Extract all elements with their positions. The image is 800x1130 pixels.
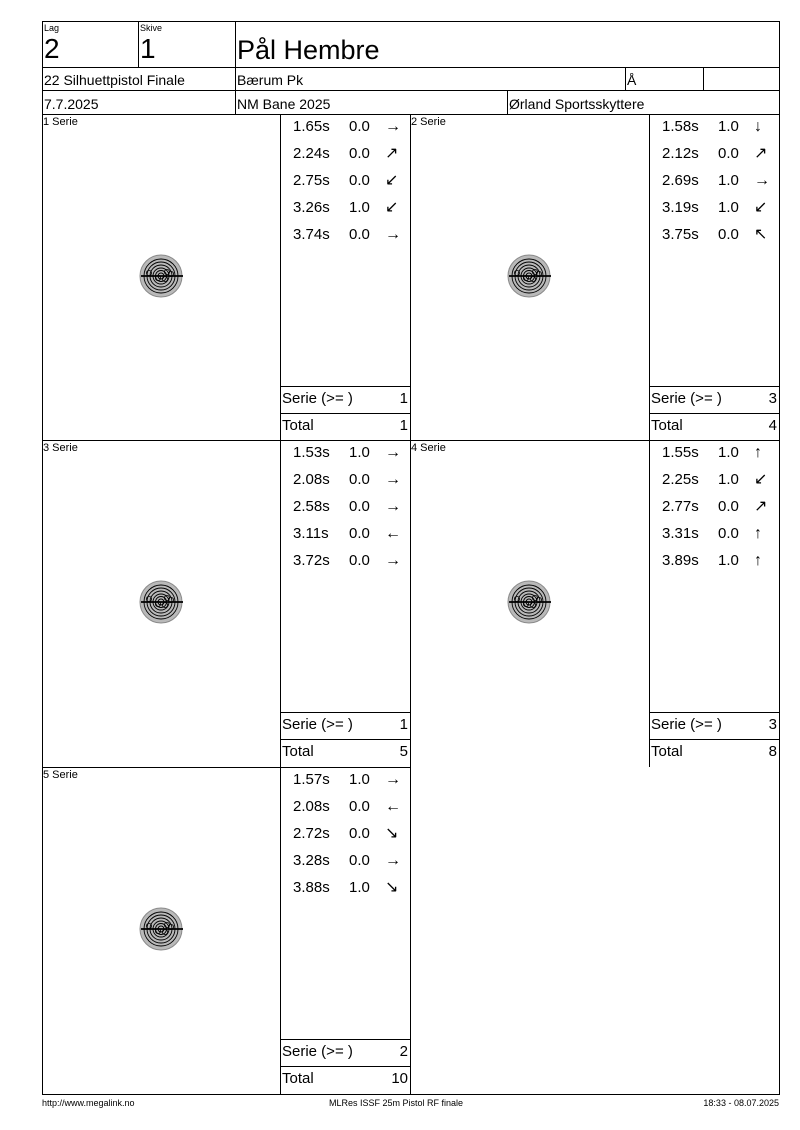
shot-time: 1.55s: [662, 444, 699, 461]
shot-score: 0.0: [718, 525, 739, 542]
shot-time: 3.88s: [293, 879, 330, 896]
competition-name: NM Bane 2025: [237, 96, 331, 112]
total-row-line: [280, 1066, 411, 1067]
list-divider: [649, 440, 650, 767]
shot-time: 1.53s: [293, 444, 330, 461]
shot-direction-arrow-icon: →: [385, 226, 401, 243]
shot-score: 0.0: [349, 552, 370, 569]
shot-direction-arrow-icon: ↑: [754, 525, 762, 542]
series-label: 1 Serie: [43, 116, 78, 128]
shot-time: 3.28s: [293, 852, 330, 869]
serie-sum-value: 3: [768, 390, 777, 407]
shot-time: 2.08s: [293, 798, 330, 815]
shot-score: 0.0: [349, 825, 370, 842]
running-total-value: 4: [768, 417, 777, 434]
lag-value: 2: [44, 33, 60, 64]
list-divider: [280, 767, 281, 1094]
serie-sum-label: Serie (>= ): [282, 390, 353, 407]
competition-date: 7.7.2025: [44, 96, 99, 112]
shot-direction-arrow-icon: →: [385, 498, 401, 515]
list-divider: [649, 114, 650, 441]
serie-sum-value: 1: [399, 390, 408, 407]
grid-line: [42, 114, 411, 115]
running-total-label: Total: [282, 417, 314, 434]
shot-score: 0.0: [349, 226, 370, 243]
shot-direction-arrow-icon: ↑: [754, 444, 762, 461]
grid-line: [410, 440, 780, 441]
sum-row-line: [280, 386, 411, 387]
serie-sum-value: 3: [768, 716, 777, 733]
target-icon: [499, 246, 559, 306]
shot-direction-arrow-icon: →: [385, 552, 401, 569]
serie-sum-value: 1: [399, 716, 408, 733]
shot-score: 0.0: [718, 145, 739, 162]
target-icon: [131, 899, 191, 959]
running-total-label: Total: [651, 417, 683, 434]
lag-label: Lag: [44, 23, 60, 33]
shot-direction-arrow-icon: →: [385, 444, 401, 461]
shot-time: 2.08s: [293, 471, 330, 488]
shot-direction-arrow-icon: ↖: [754, 226, 768, 243]
serie-sum-label: Serie (>= ): [282, 716, 353, 733]
shot-direction-arrow-icon: ←: [385, 798, 401, 815]
target-icon: [131, 246, 191, 306]
target-icon: [499, 572, 559, 632]
shot-direction-arrow-icon: →: [385, 118, 401, 135]
shot-score: 0.0: [349, 852, 370, 869]
list-divider: [280, 114, 281, 441]
grid-line: [42, 440, 411, 441]
shot-time: 2.72s: [293, 825, 330, 842]
shot-score: 0.0: [349, 145, 370, 162]
shot-score: 1.0: [718, 172, 739, 189]
shot-direction-arrow-icon: ↗: [385, 145, 399, 162]
series-label: 2 Serie: [411, 116, 446, 128]
series-label: 4 Serie: [411, 442, 446, 454]
shot-time: 3.74s: [293, 226, 330, 243]
shot-direction-arrow-icon: ↓: [754, 118, 762, 135]
running-total-value: 1: [399, 417, 408, 434]
event-name: 22 Silhuettpistol Finale: [44, 72, 185, 88]
shot-time: 3.26s: [293, 199, 330, 216]
series-label: 5 Serie: [43, 769, 78, 781]
footer-url[interactable]: http://www.megalink.no: [42, 1098, 135, 1108]
shot-direction-arrow-icon: ↙: [754, 199, 768, 216]
shot-time: 3.31s: [662, 525, 699, 542]
running-total-value: 10: [391, 1070, 408, 1087]
skive-value: 1: [140, 33, 156, 64]
page-bottom-border: [42, 1094, 780, 1095]
shot-time: 3.89s: [662, 552, 699, 569]
shot-time: 2.77s: [662, 498, 699, 515]
shot-score: 0.0: [349, 118, 370, 135]
shot-time: 2.25s: [662, 471, 699, 488]
shot-time: 2.12s: [662, 145, 699, 162]
panel-border: [779, 440, 780, 767]
organizer-name: Ørland Sportsskyttere: [509, 96, 645, 112]
shot-score: 0.0: [718, 498, 739, 515]
shooter-class: Å: [627, 72, 637, 88]
shot-time: 1.65s: [293, 118, 330, 135]
shot-time: 2.58s: [293, 498, 330, 515]
shot-direction-arrow-icon: ↑: [754, 552, 762, 569]
sum-row-line: [280, 712, 411, 713]
total-row-line: [649, 739, 780, 740]
shot-score: 0.0: [349, 498, 370, 515]
shot-score: 0.0: [349, 471, 370, 488]
running-total-value: 5: [399, 743, 408, 760]
shot-direction-arrow-icon: ↗: [754, 498, 768, 515]
running-total-label: Total: [282, 1070, 314, 1087]
panel-border: [410, 767, 411, 1094]
grid-line: [42, 767, 411, 768]
panel-border: [410, 440, 411, 767]
target-icon: [131, 572, 191, 632]
shot-time: 3.72s: [293, 552, 330, 569]
shot-score: 1.0: [718, 444, 739, 461]
shot-direction-arrow-icon: →: [385, 852, 401, 869]
shot-score: 1.0: [349, 879, 370, 896]
shot-time: 3.11s: [293, 525, 329, 542]
shot-score: 0.0: [718, 226, 739, 243]
running-total-label: Total: [282, 743, 314, 760]
grid-line: [410, 114, 780, 115]
serie-sum-value: 2: [399, 1043, 408, 1060]
shot-score: 1.0: [718, 471, 739, 488]
shot-time: 1.57s: [293, 771, 330, 788]
shot-direction-arrow-icon: ↘: [385, 879, 399, 896]
shot-score: 1.0: [718, 199, 739, 216]
running-total-value: 8: [768, 743, 777, 760]
serie-sum-label: Serie (>= ): [282, 1043, 353, 1060]
shot-direction-arrow-icon: ↙: [754, 471, 768, 488]
footer-software: MLRes ISSF 25m Pistol RF finale: [329, 1098, 464, 1108]
panel-border: [410, 114, 411, 441]
shot-score: 0.0: [349, 172, 370, 189]
shot-score: 1.0: [718, 118, 739, 135]
shot-score: 1.0: [349, 199, 370, 216]
footer-timestamp: 18:33 - 08.07.2025: [703, 1098, 779, 1108]
total-row-line: [649, 413, 780, 414]
shot-time: 2.24s: [293, 145, 330, 162]
total-row-line: [280, 413, 411, 414]
list-divider: [280, 440, 281, 767]
shot-direction-arrow-icon: →: [385, 771, 401, 788]
shot-score: 1.0: [349, 771, 370, 788]
sum-row-line: [280, 1039, 411, 1040]
shot-direction-arrow-icon: ↙: [385, 172, 399, 189]
shot-direction-arrow-icon: →: [385, 471, 401, 488]
series-label: 3 Serie: [43, 442, 78, 454]
shot-direction-arrow-icon: ↗: [754, 145, 768, 162]
sum-row-line: [649, 386, 780, 387]
shot-score: 0.0: [349, 798, 370, 815]
shot-score: 1.0: [718, 552, 739, 569]
shot-time: 3.75s: [662, 226, 699, 243]
shot-time: 1.58s: [662, 118, 699, 135]
shot-score: 0.0: [349, 525, 370, 542]
shot-direction-arrow-icon: ←: [385, 525, 401, 542]
shot-direction-arrow-icon: →: [754, 172, 770, 189]
shot-time: 3.19s: [662, 199, 699, 216]
panel-border: [779, 114, 780, 441]
sum-row-line: [649, 712, 780, 713]
serie-sum-label: Serie (>= ): [651, 390, 722, 407]
shooter-name: Pål Hembre: [237, 35, 380, 65]
shot-time: 2.75s: [293, 172, 330, 189]
serie-sum-label: Serie (>= ): [651, 716, 722, 733]
total-row-line: [280, 739, 411, 740]
shot-direction-arrow-icon: ↘: [385, 825, 399, 842]
skive-label: Skive: [140, 23, 163, 33]
shot-direction-arrow-icon: ↙: [385, 199, 399, 216]
running-total-label: Total: [651, 743, 683, 760]
shot-score: 1.0: [349, 444, 370, 461]
club-name: Bærum Pk: [237, 72, 304, 88]
shot-time: 2.69s: [662, 172, 699, 189]
